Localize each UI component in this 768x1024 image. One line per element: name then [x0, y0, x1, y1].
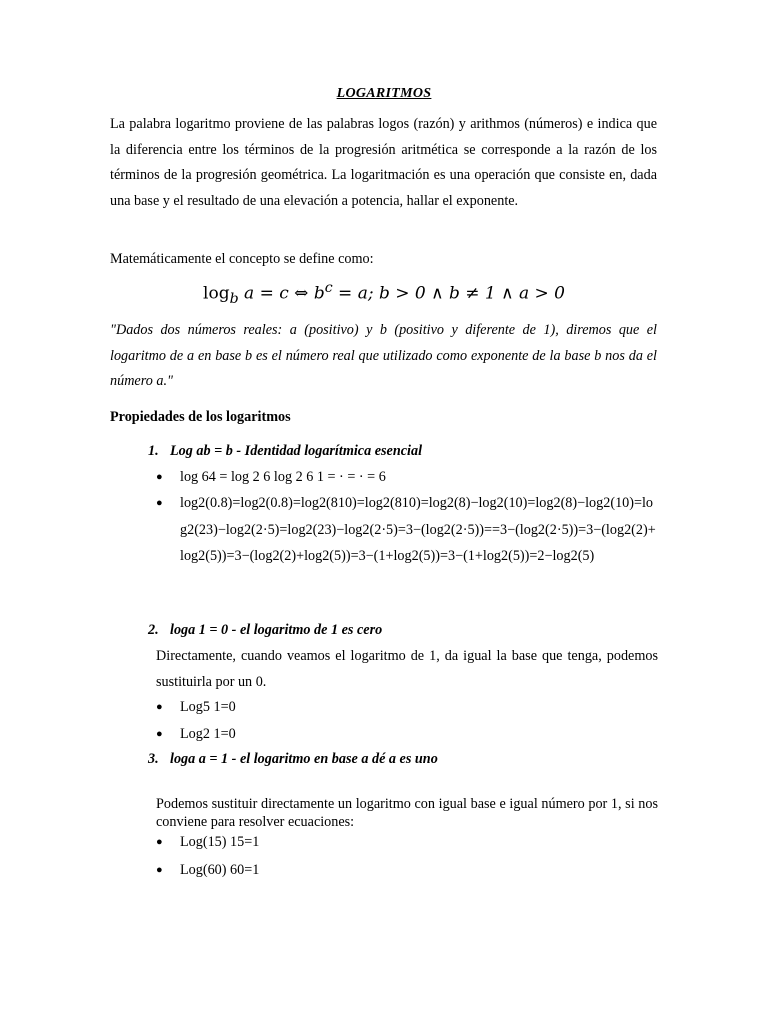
bullet-text: Log2 1=0: [180, 726, 236, 742]
property-2-bullet-2: [158, 721, 658, 748]
bullet-text: Log(15) 15=1: [180, 834, 260, 850]
formula-part1: a = c ⇔ b: [238, 283, 325, 304]
property-1-bullet-1: [158, 464, 658, 491]
property-1-heading: [148, 443, 422, 460]
bullet-icon: ●: [156, 836, 163, 848]
formula-exponent: c: [324, 280, 333, 296]
page-title: LOGARITMOS: [336, 86, 432, 101]
property-2-title: loga 1 = 0 - el logaritmo de 1 es cero: [170, 622, 383, 638]
property-3-text: Podemos sustituir directamente un logaritmo con igual base e igual número por 1, si nos conviene para resolver ecuaciones:: [156, 796, 658, 830]
intro-paragraph: La palabra logaritmo proviene de las palabras logos (razón) y arithmos (números) e indica que la diferencia entre los términos de la progresión aritmética se corresponde a la razón de los términos de la progresión geométrica. La logaritmación es una operación que consiste en, dada una base y el resultado de una elevación a potencia, hallar el exponente.: [110, 116, 657, 209]
log-definition-formula: [0, 280, 768, 307]
property-3-heading: [148, 751, 438, 768]
property-1-bullet-2: [158, 490, 658, 570]
bullet-text: log 64 = log 2 6 log 2 6 1 = · = · = 6: [180, 469, 386, 485]
formula-base: b: [229, 291, 239, 308]
property-3-title: loga a = 1 - el logaritmo en base a dé a es uno: [170, 751, 438, 767]
property-1-title: Log ab = b - Identidad logarítmica esencial: [170, 443, 423, 459]
formula-log: log: [203, 283, 230, 304]
property-2-heading: [148, 622, 382, 639]
bullet-text: log2(0.8)=log2(0.8)=log2(810)=log2(810)=log2(8)−log2(10)=log2(8)−log2(10)=log2(23)−log2(2·5)=log2(23)−log2(2·5)=3−(log2(2·5))==3−(log2(2·5))=3−(log2(2)+log2(5))=3−(log2(2)+log2(5))=3−(1+log2(5))=3−(1+log2(5))=2−log2(5): [180, 495, 656, 564]
bullet-icon: ●: [156, 471, 163, 483]
bullet-icon: ●: [156, 728, 163, 740]
properties-heading: Propiedades de los logaritmos: [110, 409, 291, 425]
property-3-bullet-2: [158, 857, 658, 884]
bullet-text: Log5 1=0: [180, 699, 236, 715]
property-2-number: 2.: [148, 622, 159, 638]
bullet-text: Log(60) 60=1: [180, 862, 260, 878]
property-3-bullet-1: [158, 829, 658, 856]
property-3-number: 3.: [148, 751, 159, 767]
bullet-icon: ●: [156, 497, 163, 509]
property-2-bullet-1: [158, 694, 658, 721]
property-1-number: 1.: [148, 443, 159, 459]
bullet-icon: ●: [156, 864, 163, 876]
property-2-text: Directamente, cuando veamos el logaritmo de 1, da igual la base que tenga, podemos sustituirla por un 0.: [156, 648, 658, 690]
definition-intro: Matemáticamente el concepto se define como:: [110, 251, 374, 267]
bullet-icon: ●: [156, 701, 163, 713]
definition-quote: "Dados dos números reales: a (positivo) y b (positivo y diferente de 1), diremos que el logaritmo de a en base b es el número real que utilizado como exponente de la base b nos da el número a.": [110, 322, 657, 389]
formula-part2: = a; b > 0 ∧ b ≠ 1 ∧ a > 0: [332, 283, 565, 304]
